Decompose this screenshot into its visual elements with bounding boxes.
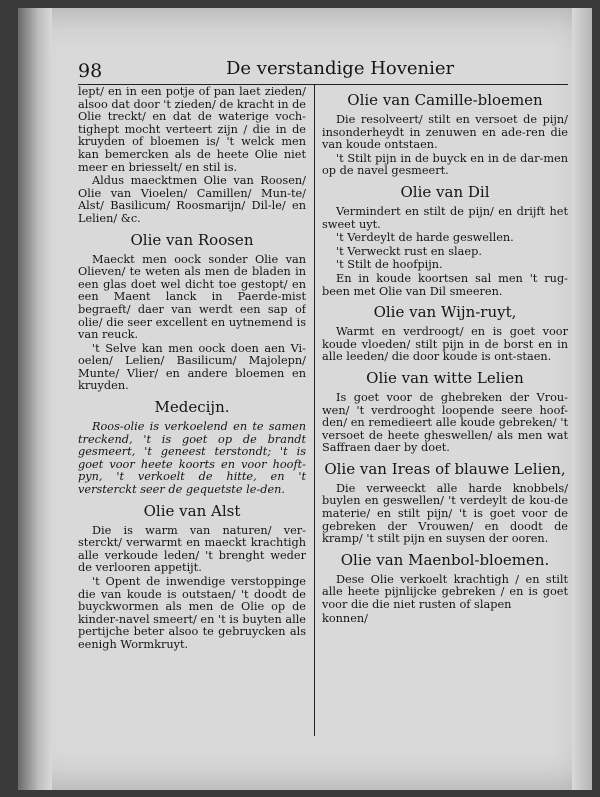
medecijn-paragraph: Roos-olie is verkoelend en te samen treckend, 't is goet op de brandt gesmeert, 't geneest terstondt; 't is goet voor heete koorts en voor hooft-pyn, 't verkoelt de hitte, en 't versterckt seer de gequetste le-den. [78, 420, 306, 497]
witte-lelien-paragraph: Is goet voor de ghebreken der Vrou-wen/ 't verdrooght loopende seere hoof-den/ en remedieert alle koude gebreken/ 't versoet de heete gheswellen/ als men wat Saffraen daer by doet. [322, 390, 568, 455]
book-spine-shadow [18, 8, 52, 790]
section-title-witte-lelien: Olie van witte Lelien [366, 368, 524, 387]
catchword: konnen/ [322, 611, 368, 625]
continuation-paragraph: lept/ en in een potje of pan laet zieden/ alsoo dat door 't zieden/ de kracht in de Olie treckt/ en dat de waterige voch-tighept mocht verteert zijn / die in de kruyden of bloemen is/ 't welck men kan bemercken als de heete Olie niet meer en briesselt/ en stil is. [78, 86, 306, 174]
section-title-wijn-ruyt: Olie van Wijn-ruyt, [373, 303, 517, 322]
running-title: De verstandige Hovenier [226, 58, 455, 79]
dil-paragraph-3: 't Verweckt rust en slaep. [336, 244, 482, 258]
page-number: 98 [78, 60, 103, 82]
section-title-camille-bloemen: Olie van Camille-bloemen [347, 91, 543, 109]
dil-paragraph-5: En in koude koortsen sal men 't rug-been met Olie van Dil smeeren. [322, 271, 568, 298]
section-title-olie-van-alst: Olie van Alst [143, 501, 241, 520]
section-title-maenbol-bloemen: Olie van Maenbol-bloemen. [340, 550, 550, 569]
book-page [18, 8, 592, 790]
section-title-blauwe-lelien: Olie van Ireas of blauwe Lelien, [324, 459, 566, 478]
alst-paragraph-2: 't Opent de inwendige verstoppinge die van koude is outstaen/ 't doodt de buyckwormen als men de Olie op de kinder-navel smeert/ en 't is buyten alle pertijche beter alsoo te gebruycken als eenigh Wormkruyt. [78, 575, 306, 651]
roosen-paragraph-1: Maeckt men oock sonder Olie van Olieven/ te weten als men de bladen in een glas doet wel dicht toe gestopt/ en een Maent lanck in Paerde-mist begraeft/ daer van werdt een sap of olie/ die seer excellent en uytnemend is van reuck. [78, 252, 306, 342]
left-column [78, 86, 306, 736]
dil-paragraph-2: 't Verdeylt de harde geswellen. [336, 231, 514, 245]
section-title-olie-van-dil: Olie van Dil [400, 182, 490, 201]
right-column [322, 86, 568, 736]
wijn-ruyt-paragraph: Warmt en verdroogt/ en is goet voor koude vloeden/ stilt pijn in de borst en in alle leeden/ die door koude is ont-staen. [322, 325, 568, 364]
section-title-medecijn: Medecijn. [154, 398, 230, 417]
dil-paragraph-1: Vermindert en stilt de pijn/ en drijft het sweet uyt. [322, 204, 568, 231]
maenbol-paragraph: Dese Olie verkoelt krachtigh / en stilt alle heete pijnlijcke gebreken / en is goet voor die die niet rusten of slapen [322, 572, 568, 612]
page-edge [572, 8, 592, 790]
roosen-paragraph-2: 't Selve kan men oock doen aen Vi-oelen/ Lelien/ Basilicum/ Majolepn/ Munte/ Vlier/ en andere bloemen en kruyden. [78, 341, 306, 393]
camille-paragraph-1: Die resolveert/ stilt en versoet de pijn/ insonderheydt in zenuwen en ade-ren die van koude ontstaen. [322, 113, 568, 152]
column-divider [314, 84, 315, 736]
camille-paragraph-2: 't Stilt pijn in de buyck en in de dar-men op de navel gesmeert. [322, 151, 568, 178]
alst-paragraph-1: Die is warm van naturen/ ver-sterckt/ verwarmt en maeckt krachtigh alle verkoude leden/ 't brenght weder de verlooren appetijt. [78, 523, 306, 575]
header-rule [78, 84, 568, 85]
dil-paragraph-4: 't Stilt de hoofpijn. [336, 258, 443, 272]
blauwe-lelien-paragraph: Die verweeckt alle harde knobbels/ buylen en geswellen/ 't verdeylt de kou-de materie/ en stilt pijn/ 't is goet voor de gebreken der Vrouwen/ en doodt de kramp/ 't stilt pijn en suysen der ooren. [322, 481, 568, 546]
section-title-olie-van-roosen: Olie van Roosen [130, 230, 254, 249]
recipe-paragraph: Aldus maecktmen Olie van Roosen/ Olie van Vioelen/ Camillen/ Mun-te/ Alst/ Basilicum/ Roosmarijn/ Dil-le/ en Lelien/ &c. [78, 174, 306, 225]
